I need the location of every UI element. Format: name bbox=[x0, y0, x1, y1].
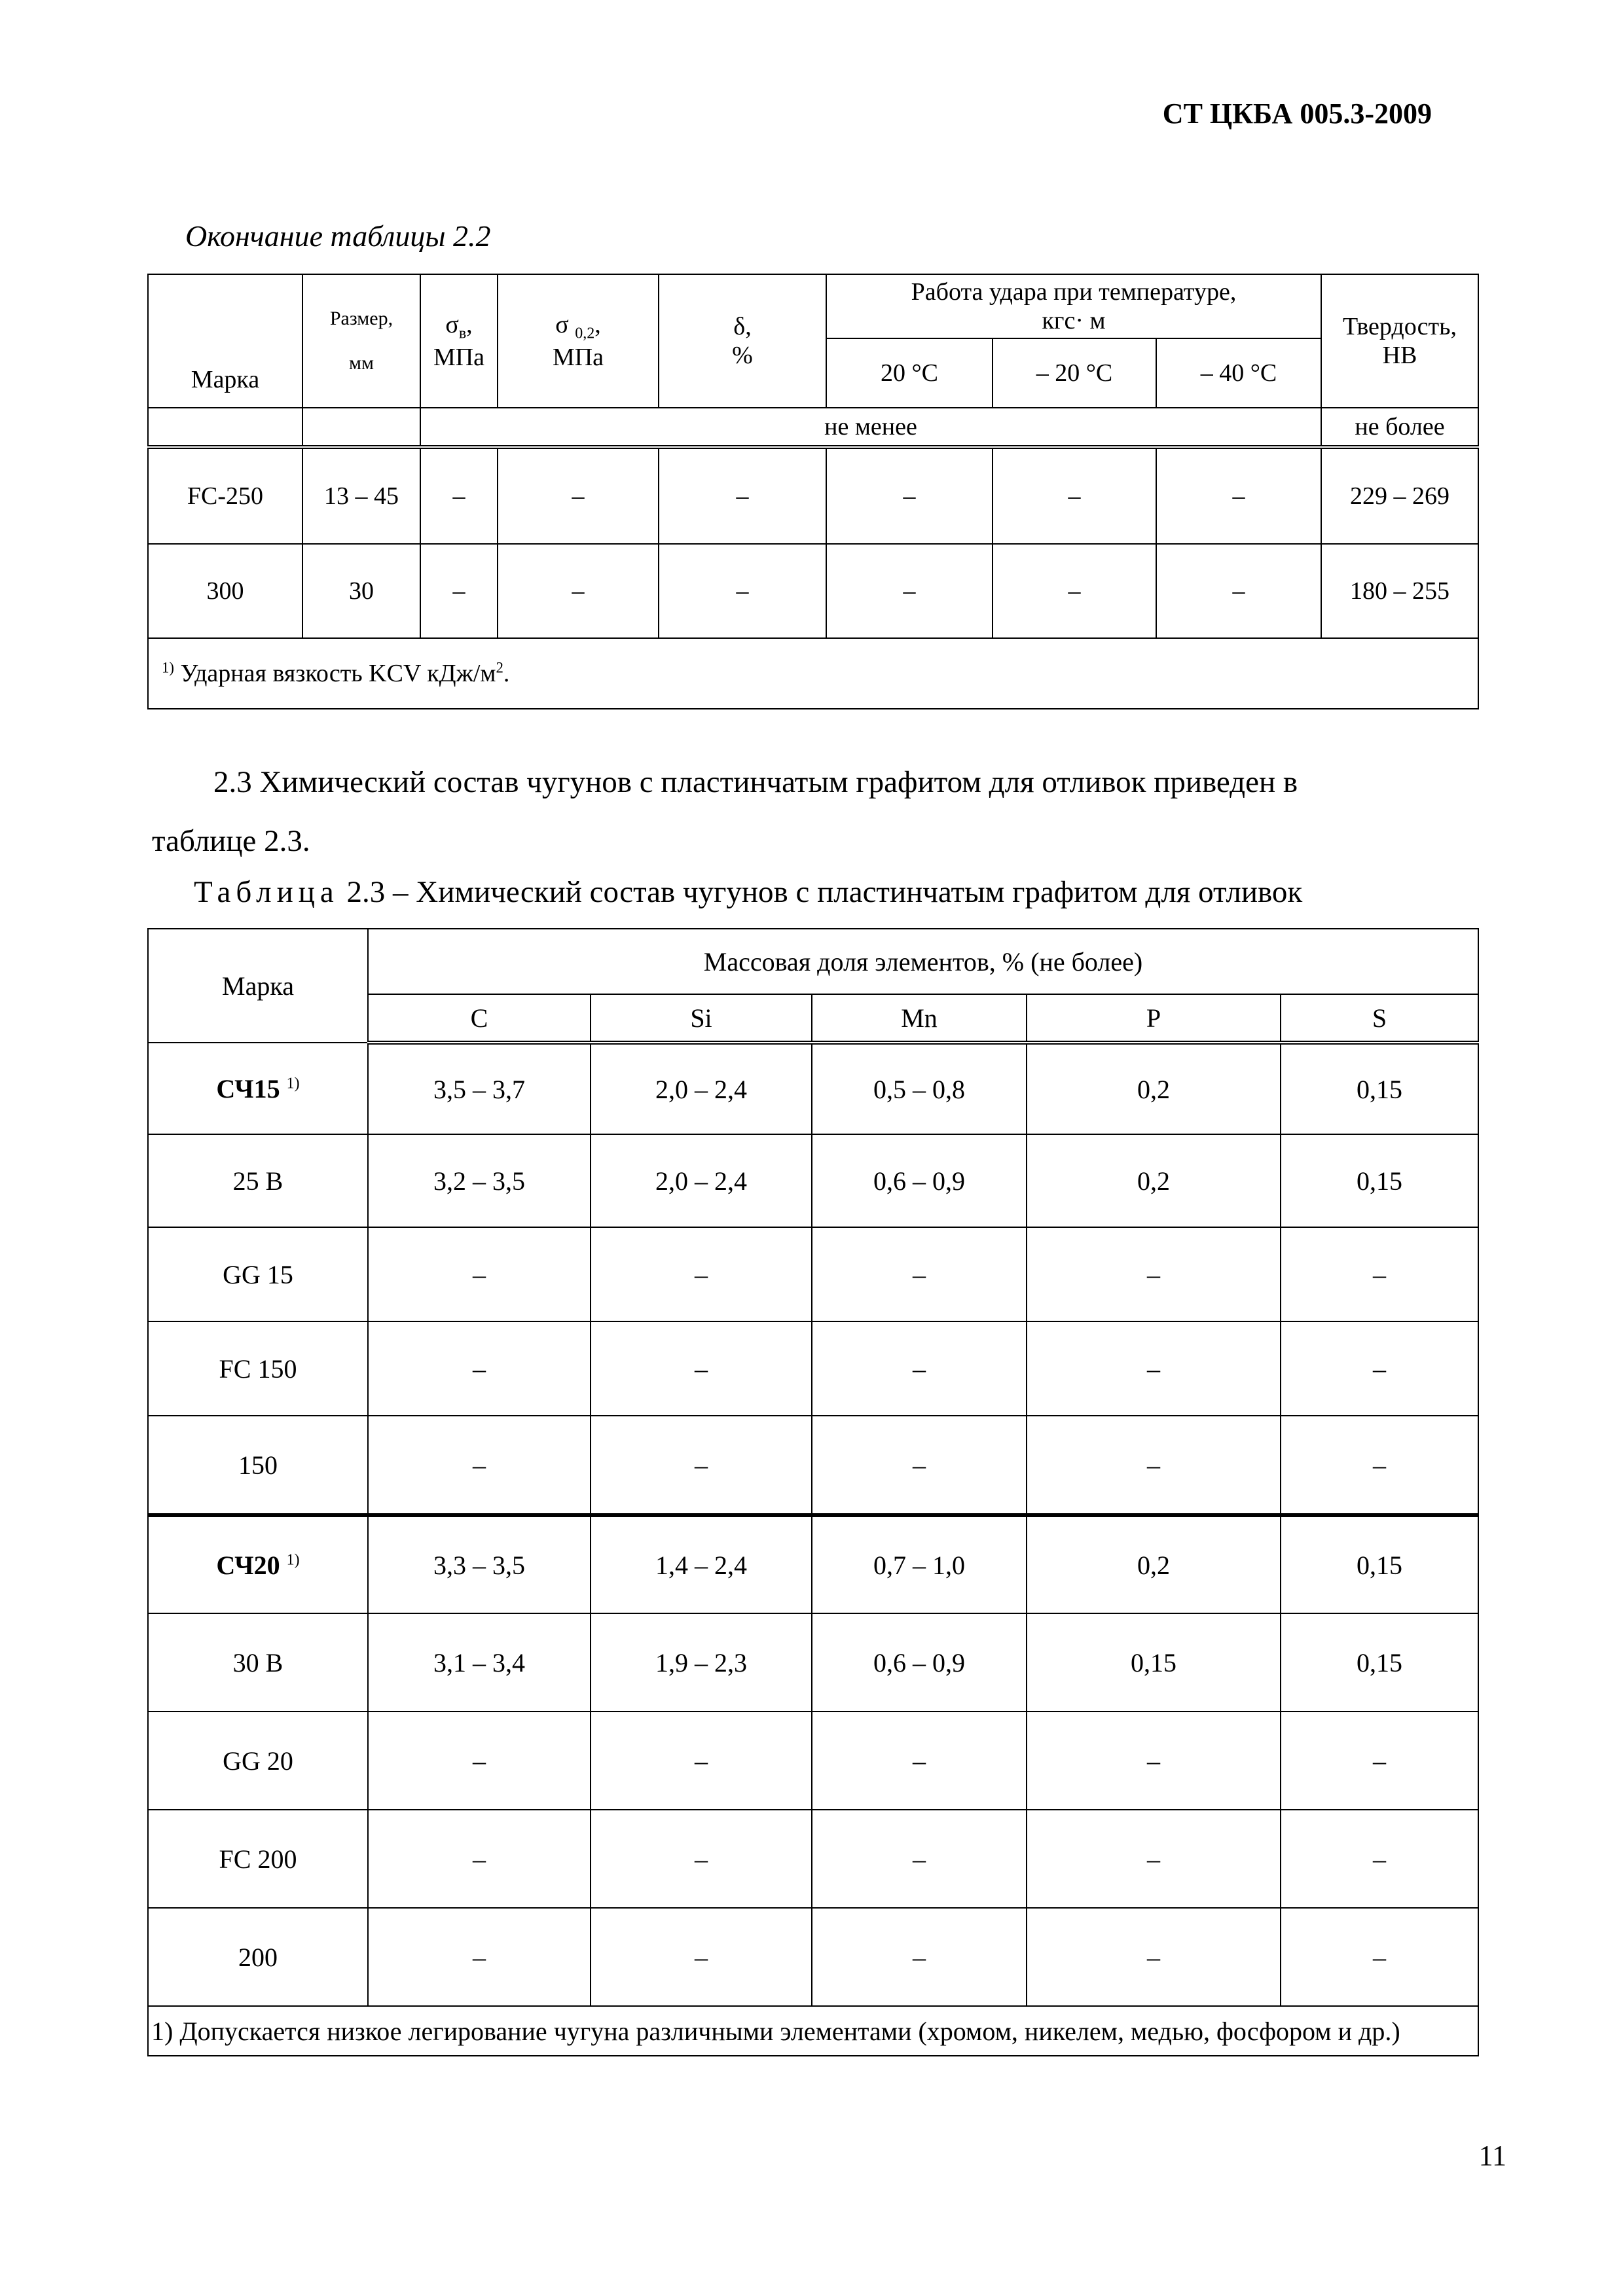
table-2-3 bbox=[147, 928, 1479, 2056]
header-marka: Марка bbox=[148, 929, 368, 1043]
table-2-2-end bbox=[147, 274, 1479, 709]
table-row: 300 30 – – – – – – 180 – 255 bbox=[148, 544, 1478, 638]
table-row: GG 15 – – – – – bbox=[148, 1227, 1478, 1321]
table-row: 25 В 3,2 – 3,5 2,0 – 2,4 0,6 – 0,9 0,2 0,15 bbox=[148, 1134, 1478, 1227]
table-row: FC 200 – – – – – bbox=[148, 1810, 1478, 1908]
table-row: FC-250 13 – 45 – – – – – – 229 – 269 bbox=[148, 447, 1478, 544]
table-row: 30 В 3,1 – 3,4 1,9 – 2,3 0,6 – 0,9 0,15 0,15 bbox=[148, 1613, 1478, 1712]
header-mass-fraction: Массовая доля элементов, % (не более) bbox=[368, 929, 1478, 994]
table-row: 200 – – – – – bbox=[148, 1908, 1478, 2006]
table-row: 150 – – – – – bbox=[148, 1416, 1478, 1515]
table-footnote: $^{1)}$ Ударная вязкость KCV кДж/$м^2$. bbox=[148, 638, 1478, 709]
header-si: Si bbox=[591, 994, 812, 1043]
header-s: S bbox=[1281, 994, 1478, 1043]
paragraph-line-1: 2.3 Химический состав чугунов с пластинчатым графитом для отливок приведен в bbox=[213, 765, 1298, 799]
paragraph-line-2: таблице 2.3. bbox=[152, 824, 310, 858]
header-c: C bbox=[368, 994, 591, 1043]
header-p: P bbox=[1027, 994, 1281, 1043]
table-row: FC 150 – – – – – bbox=[148, 1321, 1478, 1416]
document-code: СТ ЦКБА 005.3-2009 bbox=[1162, 98, 1432, 130]
header-temp-20: 20 °С bbox=[826, 338, 993, 408]
header-size: Размер, мм bbox=[302, 274, 420, 408]
header-mn: Mn bbox=[812, 994, 1027, 1043]
header-delta: δ, % bbox=[659, 274, 826, 408]
table-continuation-caption: Окончание таблицы 2.2 bbox=[185, 219, 491, 253]
header-sigma-b: $\sigma_в$, МПа bbox=[420, 274, 498, 408]
table-row: СЧ20 $^{1)}$ 3,3 – 3,5 1,4 – 2,4 0,7 – 1,0 0,2 0,15 bbox=[148, 1515, 1478, 1613]
header-marka: Марка bbox=[148, 274, 302, 408]
page-number: 11 bbox=[1478, 2140, 1506, 2172]
table-2-3-caption: Таблица 2.3 – Химический состав чугунов с пластинчатым графитом для отливок bbox=[194, 875, 1303, 909]
header-impact-work: Работа удара при температуре, кгс· м bbox=[826, 274, 1321, 338]
header-sigma-02: σ $_{0,2}$, МПа bbox=[498, 274, 659, 408]
header-not-less: не менее bbox=[420, 408, 1321, 447]
table-footnote: 1) Допускается низкое легирование чугуна различными элементами (хромом, никелем, медью, фосфором и др.) bbox=[148, 2006, 1478, 2056]
header-hardness: Твердость, НВ bbox=[1321, 274, 1478, 408]
header-not-more: не более bbox=[1321, 408, 1478, 447]
header-temp-minus-40: – 40 °С bbox=[1156, 338, 1321, 408]
table-row: СЧ15 $^{1)}$ 3,5 – 3,7 2,0 – 2,4 0,5 – 0,8 0,2 0,15 bbox=[148, 1043, 1478, 1134]
header-temp-minus-20: – 20 °С bbox=[993, 338, 1156, 408]
table-row: GG 20 – – – – – bbox=[148, 1712, 1478, 1810]
